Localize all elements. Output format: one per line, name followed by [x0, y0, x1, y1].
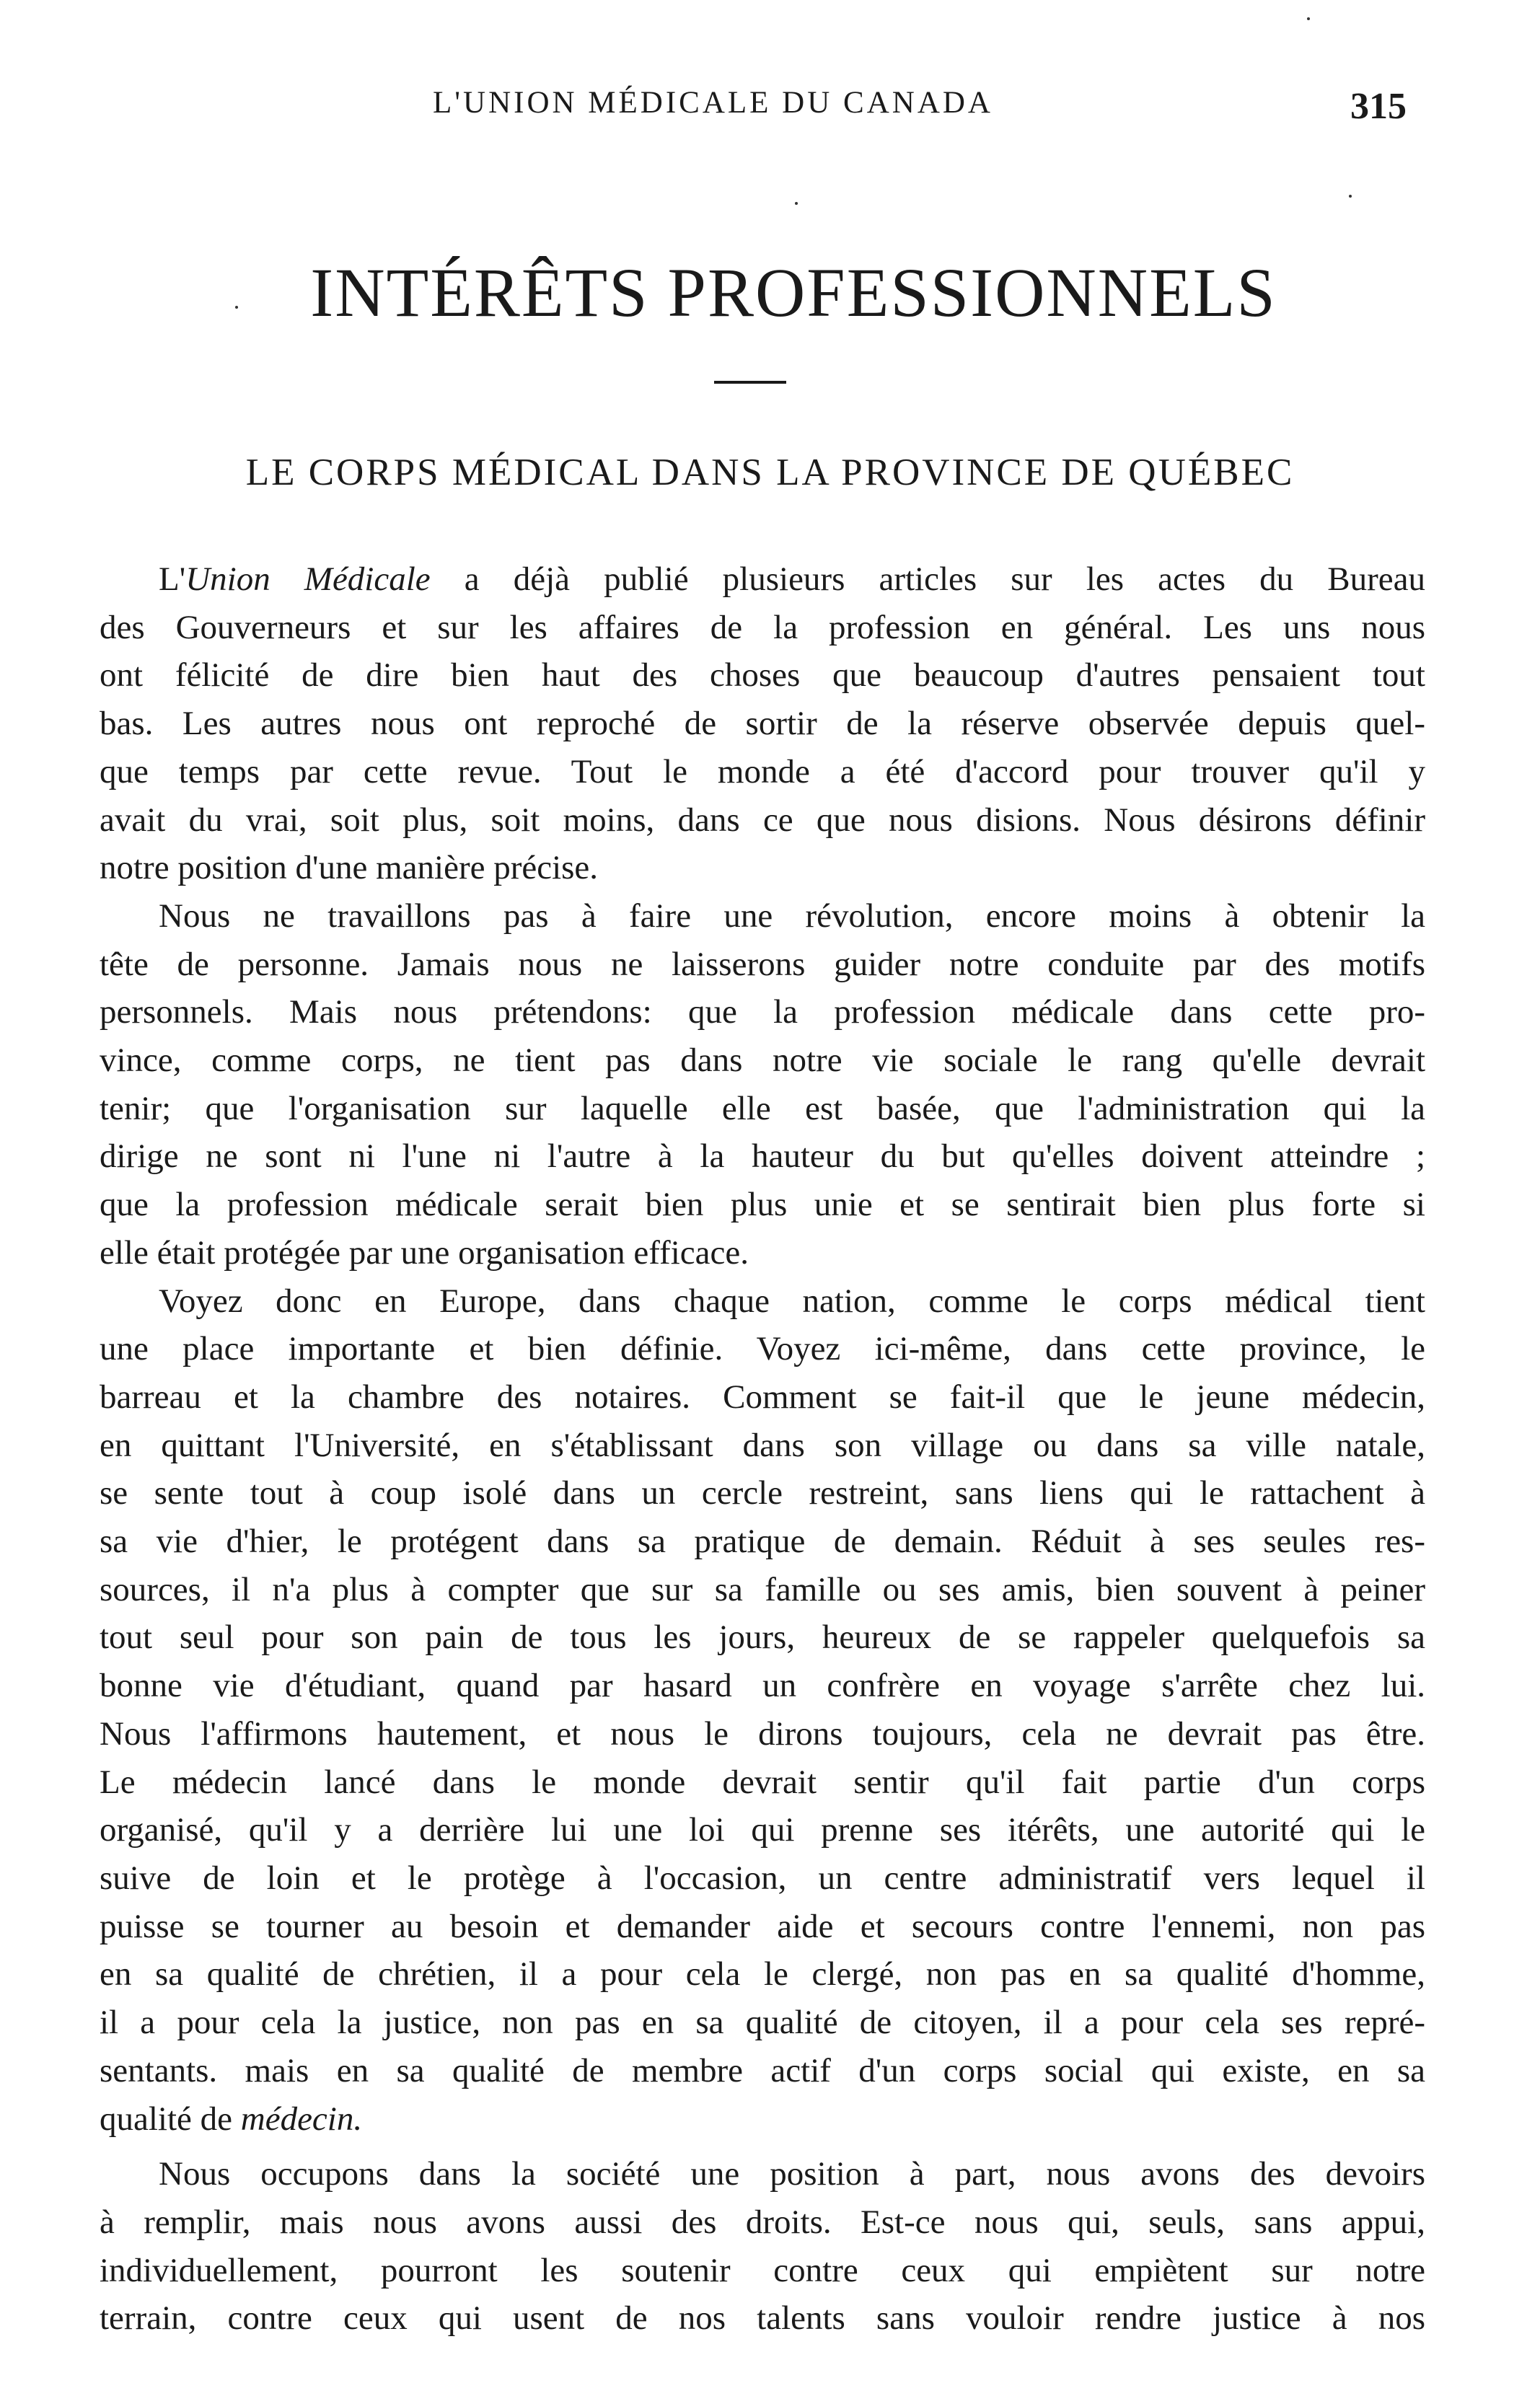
paragraph-4 — [100, 2150, 1425, 2343]
running-head: L'UNION MÉDICALE DU CANADA — [433, 86, 993, 120]
paragraph-1 — [100, 555, 1425, 892]
text-line: une place importante et bien définie. Voyez ici-même, dans cette province, le — [100, 1330, 1425, 1368]
text-line: puisse se tourner au besoin et demander aide et secours contre l'ennemi, non pas — [100, 1907, 1425, 1945]
text-line: dirige ne sont ni l'une ni l'autre à la hauteur du but qu'elles doivent atteindre ; — [100, 1137, 1425, 1176]
text-line: que la profession médicale serait bien plus unie et se sentirait bien plus forte si — [100, 1186, 1425, 1224]
text-line: sources, il n'a plus à compter que sur sa famille ou ses amis, bien souvent à peiner — [100, 1570, 1425, 1608]
paragraph-3 — [100, 1277, 1425, 2144]
text-line: en sa qualité de chrétien, il a pour cela le clergé, non pas en sa qualité d'homme, — [100, 1955, 1425, 1994]
text-line: elle était protégée par une organisation efficace. — [100, 1233, 749, 1272]
text-line: Nous ne travaillons pas à faire une révolution, encore moins à obtenir la — [159, 897, 1425, 935]
text-line: se sente tout à coup isolé dans un cercle restreint, sans liens qui le rattachent à — [100, 1474, 1425, 1512]
text-line: des Gouverneurs et sur les affaires de la profession en général. Les uns nous — [100, 608, 1425, 646]
page-number: 315 — [1350, 86, 1407, 127]
text-line: Le médecin lancé dans le monde devrait sentir qu'il fait partie d'un corps — [100, 1763, 1425, 1801]
text-line: Nous occupons dans la société une position à part, nous avons des devoirs — [159, 2155, 1425, 2193]
text-line: tout seul pour son pain de tous les jours, heureux de se rappeler quelquefois sa — [100, 1618, 1425, 1657]
paragraph-2 — [100, 892, 1425, 1277]
text-line: que temps par cette revue. Tout le monde a été d'accord pour trouver qu'il y — [100, 752, 1425, 790]
text-line: tête de personne. Jamais nous ne laisserons guider notre conduite par des motifs — [100, 945, 1425, 983]
print-speck — [235, 306, 238, 309]
text-line: sa vie d'hier, le protégent dans sa pratique de demain. Réduit à ses seules res- — [100, 1523, 1425, 1561]
text-line: organisé, qu'il y a derrière lui une loi qui prenne ses itérêts, une autorité qui le — [100, 1811, 1425, 1849]
text-line: suive de loin et le protège à l'occasion, un centre administratif vers lequel il — [100, 1859, 1425, 1897]
text-line: qualité de médecin. — [100, 2100, 363, 2138]
text-line: tenir; que l'organisation sur laquelle elle est basée, que l'administration qui la — [100, 1089, 1425, 1127]
text-line: en quittant l'Université, en s'établissant dans son village ou dans sa ville natale, — [100, 1426, 1425, 1464]
text-line: il a pour cela la justice, non pas en sa qualité de citoyen, il a pour cela ses repré- — [100, 2004, 1425, 2042]
text-line: barreau et la chambre des notaires. Comment se fait-il que le jeune médecin, — [100, 1378, 1425, 1416]
journal-name: Union Médicale — [185, 560, 431, 598]
text-line: à remplir, mais nous avons aussi des droits. Est-ce nous qui, seuls, sans appui, — [100, 2203, 1425, 2241]
print-speck — [1349, 195, 1352, 198]
text-line: Nous l'affirmons hautement, et nous le dirons toujours, cela ne devrait pas être. — [100, 1714, 1425, 1753]
text-line: Voyez donc en Europe, dans chaque nation, comme le corps médical tient — [159, 1282, 1425, 1320]
text-line: sentants. mais en sa qualité de membre actif d'un corps social qui existe, en sa — [100, 2051, 1425, 2089]
article-body — [100, 555, 1425, 2343]
page-header — [0, 85, 1540, 143]
print-speck — [1307, 17, 1310, 20]
print-speck — [795, 202, 798, 205]
text-line: bas. Les autres nous ont reproché de sortir de la réserve observée depuis quel- — [100, 705, 1425, 743]
text-line: ont félicité de dire bien haut des choses que beaucoup d'autres pensaient tout — [100, 656, 1425, 695]
text-line: terrain, contre ceux qui usent de nos talents sans vouloir rendre justice à nos — [100, 2299, 1425, 2338]
text-line: individuellement, pourront les soutenir contre ceux qui empiètent sur notre — [100, 2251, 1425, 2289]
text-line: vince, comme corps, ne tient pas dans notre vie sociale le rang qu'elle devrait — [100, 1041, 1425, 1080]
section-title: INTÉRÊTS PROFESSIONNELS — [310, 254, 1277, 331]
emphasis-medecin: médecin. — [240, 2100, 363, 2138]
text-line: avait du vrai, soit plus, soit moins, dans ce que nous disions. Nous désirons définir — [100, 801, 1425, 839]
article-title: LE CORPS MÉDICAL DANS LA PROVINCE DE QUÉBEC — [245, 452, 1295, 493]
title-divider — [714, 381, 786, 384]
text-line: L'Union Médicale a déjà publié plusieurs articles sur les actes du Bureau — [159, 560, 1425, 598]
text-line: notre position d'une manière précise. — [100, 849, 599, 887]
text-line: bonne vie d'étudiant, quand par hasard un confrère en voyage s'arrête chez lui. — [100, 1667, 1425, 1705]
text-line: personnels. Mais nous prétendons: que la profession médicale dans cette pro- — [100, 993, 1425, 1031]
